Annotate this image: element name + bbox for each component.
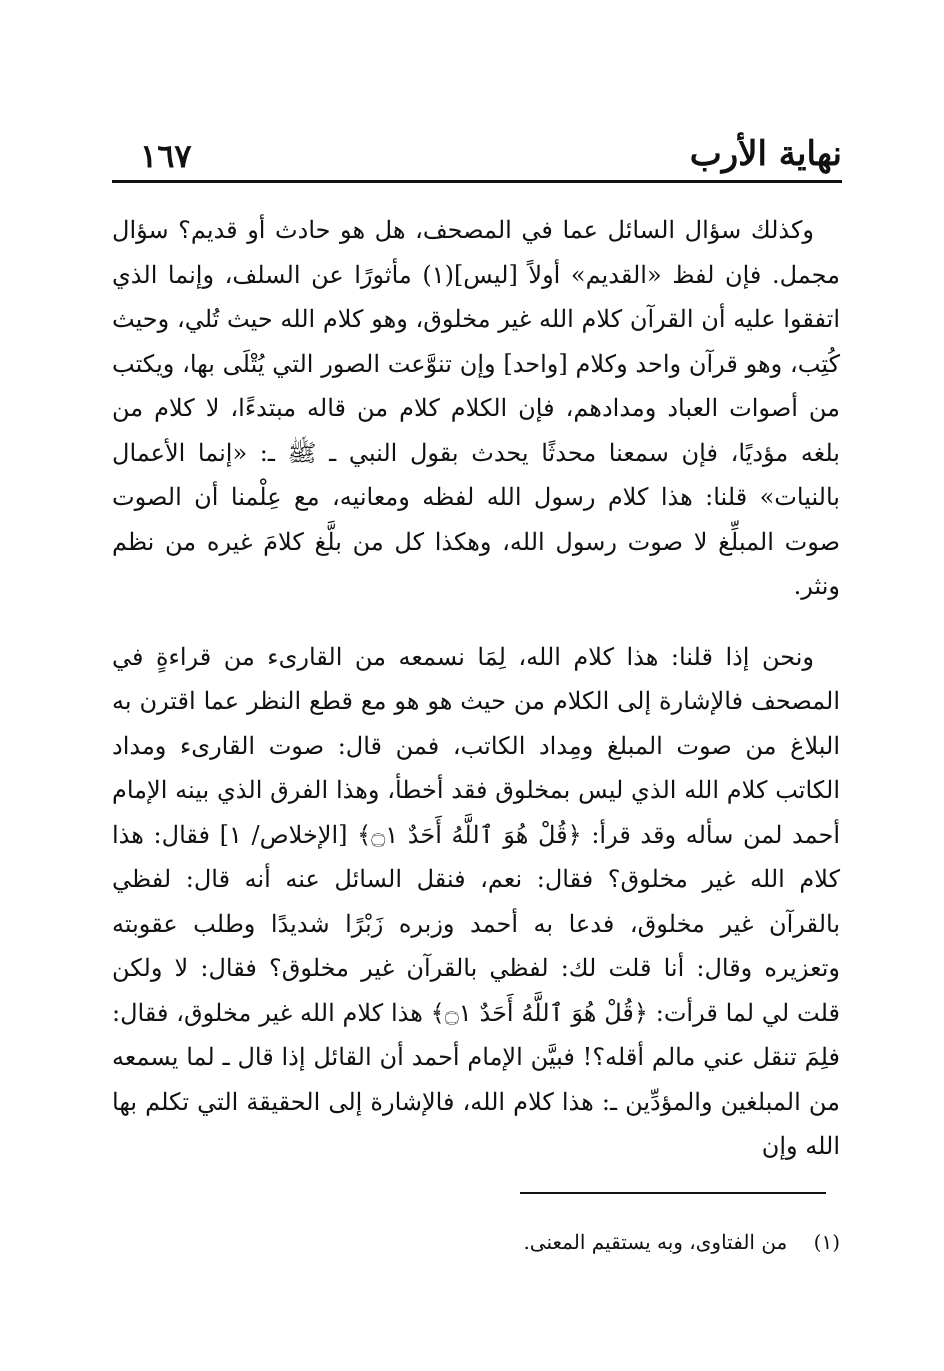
footnote-marker: (١) [813,1230,840,1254]
page-header [112,128,842,180]
footnote-1 [523,1224,840,1260]
header-divider [112,180,842,183]
main-text [112,208,840,1169]
running-title: نهاية الأرب [689,134,842,174]
paragraph-1: وكذلك سؤال السائل عما في المصحف، هل هو حادث أو قديم؟ سؤال مجمل. فإن لفظ «القديم» أولاً [ليس](١) مأثورًا عن السلف، وإنما الذي اتفقوا عليه أن القرآن كلام الله غير مخلوق، وهو كلام الله حيث تُلي، وحيث كُتِب، وهو قرآن واحد وكلام [واحد] وإن تنوَّعت الصور التي يُتْلَى بها، ويكتب من أصوات العباد ومدادهم، فإن الكلام كلام من قاله مبتدءًا، لا كلام من بلغه مؤديًا، فإن سمعنا محدثًا يحدث بقول النبي ـ ﷺ ـ: «إنما الأعمال بالنيات» قلنا: هذا كلام رسول الله لفظه ومعانيه، مع عِلْمنا أن الصوت صوت المبلِّغ لا صوت رسول الله، وهكذا كل من بلَّغ كلامَ غيره من نظم ونثر. [112,216,840,600]
footnote-text: من الفتاوى، وبه يستقيم المعنى. [523,1230,788,1254]
page-number: ١٦٧ [140,137,192,175]
paragraph-2: ونحن إذا قلنا: هذا كلام الله، لِمَا نسمعه من القارىء من قراءةٍ في المصحف فالإشارة إلى الكلام من حيث هو هو مع قطع النظر عما اقترن به البلاغ من صوت المبلغ ومِداد الكاتب، فمن قال: صوت القارىء ومداد الكاتب كلام الله الذي ليس بمخلوق فقد أخطأ، وهذا الفرق الذي بينه الإمام أحمد لمن سأله وقد قرأ: ﴿قُلْ هُوَ ٱللَّهُ أَحَدٌ ۝١﴾ [الإخلاص/ ١] فقال: هذا كلام الله غير مخلوق؟ فقال: نعم، فنقل السائل عنه أنه قال: لفظي بالقرآن غير مخلوق، فدعا به أحمد وزبره زَبْرًا شديدًا وطلب عقوبته وتعزيره وقال: أنا قلت لك: لفظي بالقرآن غير مخلوق؟ فقال: لا ولكن قلت لي لما قرأت: ﴿قُلْ هُوَ ٱللَّهُ أَحَدٌ ۝١﴾ هذا كلام الله غير مخلوق، فقال: فلِمَ تنقل عني مالم أقله؟! فبيَّن الإمام أحمد أن القائل إذا قال ـ لما يسمعه من المبلغين والمؤدِّين ـ: هذا كلام الله، فالإشارة إلى الحقيقة التي تكلم بها الله وإن [112,642,841,1160]
footnote-divider [520,1192,826,1194]
